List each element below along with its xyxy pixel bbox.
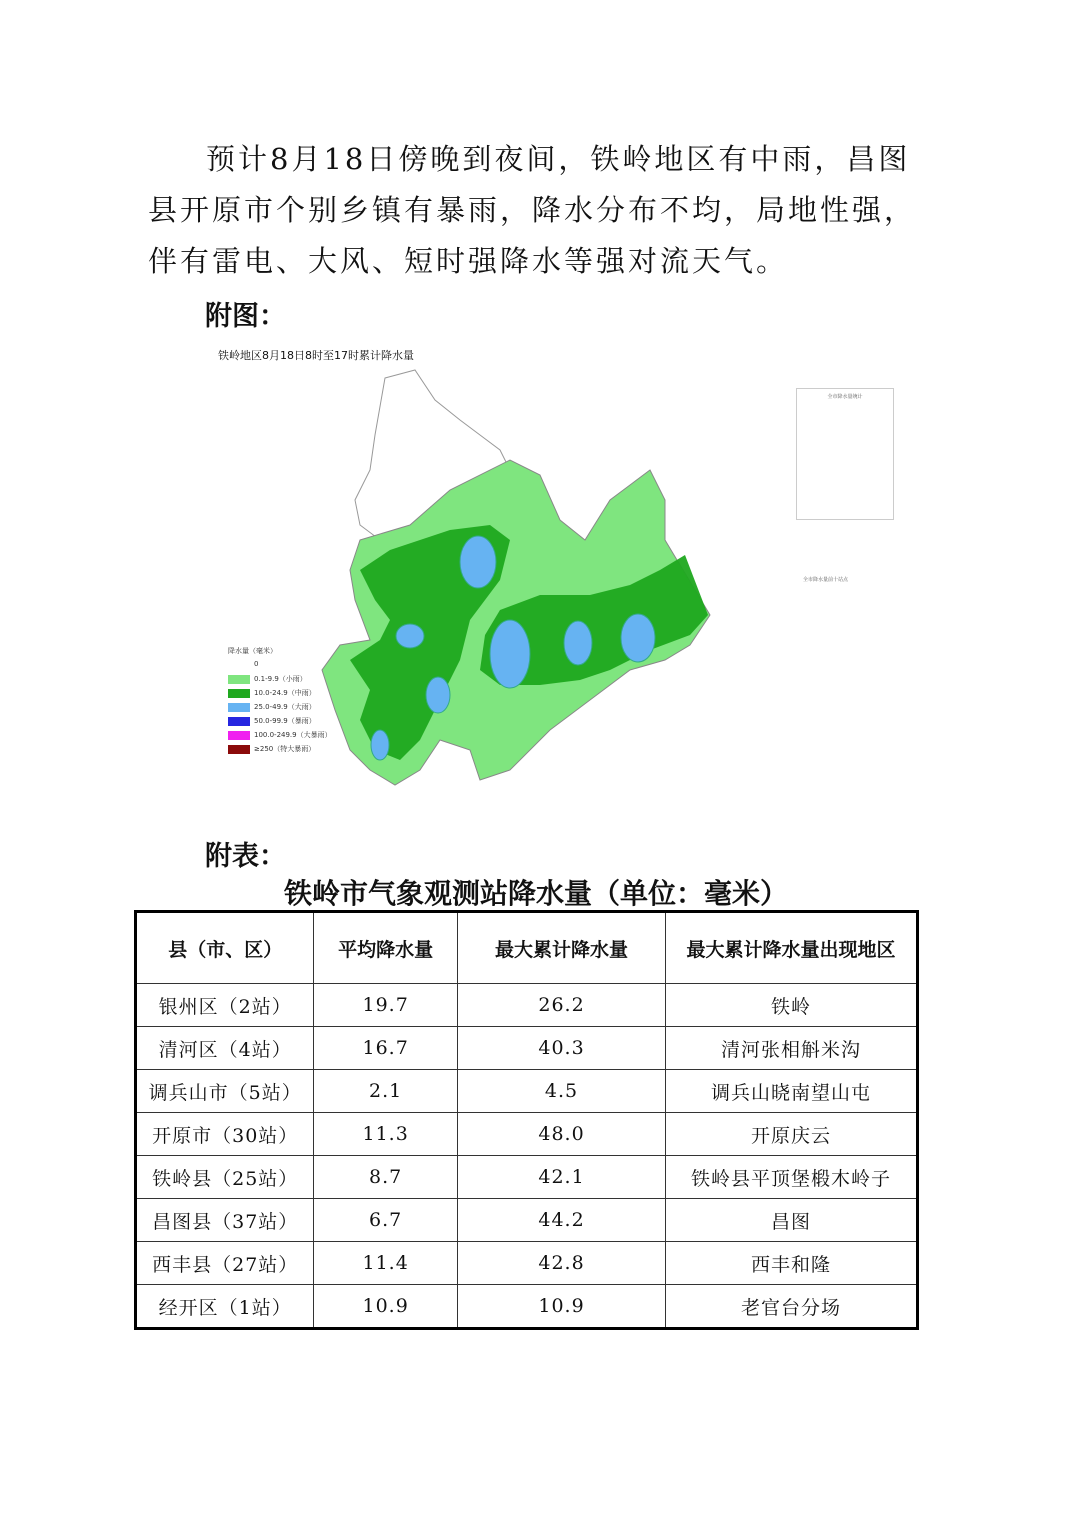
legend-label: 100.0-249.9（大暴雨） bbox=[254, 731, 332, 739]
cell-max: 10.9 bbox=[457, 1285, 665, 1329]
legend-row bbox=[228, 728, 332, 742]
rainfall-table bbox=[134, 910, 919, 1330]
table-row bbox=[136, 1113, 918, 1156]
header-county: 县（市、区） bbox=[136, 912, 314, 984]
legend-swatch bbox=[228, 675, 250, 684]
cell-county: 经开区（1站） bbox=[136, 1285, 314, 1329]
forecast-text: 预计8月18日傍晚到夜间，铁岭地区有中雨，昌图县开原市个别乡镇有暴雨，降水分布不均，局地性强，伴有雷电、大风、短时强降水等强对流天气。 bbox=[148, 142, 917, 278]
legend-row bbox=[228, 672, 332, 686]
map-heavy-rain-west1 bbox=[396, 624, 424, 648]
cell-average: 8.7 bbox=[314, 1156, 458, 1199]
header-max: 最大累计降水量 bbox=[457, 912, 665, 984]
map-heavy-rain-north bbox=[460, 536, 496, 588]
table-label: 附表： bbox=[205, 841, 286, 872]
cell-average: 11.4 bbox=[314, 1242, 458, 1285]
map-heavy-rain-west2 bbox=[426, 677, 450, 713]
table-row bbox=[136, 1242, 918, 1285]
legend-title: 降水量（毫米） bbox=[228, 647, 277, 655]
forecast-paragraph bbox=[148, 134, 918, 287]
cell-max: 42.8 bbox=[457, 1242, 665, 1285]
table-row bbox=[136, 1199, 918, 1242]
table-row bbox=[136, 1285, 918, 1329]
legend-swatch bbox=[228, 731, 250, 740]
map-title: 铁岭地区8月18日8时至17时累计降水量 bbox=[218, 349, 414, 362]
cell-max: 48.0 bbox=[457, 1113, 665, 1156]
legend-swatch bbox=[228, 689, 250, 698]
legend-label: 50.0-99.9（暴雨） bbox=[254, 717, 316, 725]
map-legend bbox=[228, 646, 332, 756]
cell-location: 清河张相斛米沟 bbox=[666, 1027, 918, 1070]
legend-row bbox=[228, 700, 332, 714]
cell-average: 11.3 bbox=[314, 1113, 458, 1156]
legend-swatch bbox=[228, 717, 250, 726]
cell-county: 铁岭县（25站） bbox=[136, 1156, 314, 1199]
cell-max: 4.5 bbox=[457, 1070, 665, 1113]
cell-average: 16.7 bbox=[314, 1027, 458, 1070]
legend-row bbox=[228, 686, 332, 700]
cell-average: 2.1 bbox=[314, 1070, 458, 1113]
rainfall-map-figure bbox=[210, 340, 910, 795]
table-header-row bbox=[136, 912, 918, 984]
cell-county: 清河区（4站） bbox=[136, 1027, 314, 1070]
map-heavy-rain-center bbox=[490, 620, 530, 688]
cell-average: 10.9 bbox=[314, 1285, 458, 1329]
cell-location: 调兵山晓南望山屯 bbox=[666, 1070, 918, 1113]
legend-swatch bbox=[228, 703, 250, 712]
cell-location: 铁岭 bbox=[666, 984, 918, 1027]
cell-county: 西丰县（27站） bbox=[136, 1242, 314, 1285]
figure-label: 附图： bbox=[205, 301, 286, 332]
cell-location: 昌图 bbox=[666, 1199, 918, 1242]
table-row bbox=[136, 1070, 918, 1113]
cell-average: 19.7 bbox=[314, 984, 458, 1027]
stat-box bbox=[796, 388, 894, 520]
cell-county: 调兵山市（5站） bbox=[136, 1070, 314, 1113]
cell-average: 6.7 bbox=[314, 1199, 458, 1242]
map-heavy-rain-east1 bbox=[564, 621, 592, 665]
cell-max: 26.2 bbox=[457, 984, 665, 1027]
cell-max: 42.1 bbox=[457, 1156, 665, 1199]
table-row bbox=[136, 984, 918, 1027]
map-heavy-rain-sw bbox=[371, 730, 389, 760]
legend-label: 0.1-9.9（小雨） bbox=[254, 675, 307, 683]
legend-label: 25.0-49.9（大雨） bbox=[254, 703, 316, 711]
rank-title: 全市降水量前十站点 bbox=[802, 577, 848, 583]
table-title: 铁岭市气象观测站降水量（单位：毫米） bbox=[283, 877, 788, 910]
rank-table bbox=[753, 576, 898, 589]
cell-location: 西丰和隆 bbox=[666, 1242, 918, 1285]
legend-label: ≥250（特大暴雨） bbox=[254, 745, 316, 753]
cell-location: 开原庆云 bbox=[666, 1113, 918, 1156]
cell-location: 老官台分场 bbox=[666, 1285, 918, 1329]
cell-location: 铁岭县平顶堡椴木岭子 bbox=[666, 1156, 918, 1199]
cell-max: 40.3 bbox=[457, 1027, 665, 1070]
header-location: 最大累计降水量出现地区 bbox=[666, 912, 918, 984]
legend-row bbox=[228, 742, 332, 756]
table-row bbox=[136, 1156, 918, 1199]
cell-county: 开原市（30站） bbox=[136, 1113, 314, 1156]
legend-row bbox=[228, 714, 332, 728]
cell-county: 昌图县（37站） bbox=[136, 1199, 314, 1242]
cell-county: 银州区（2站） bbox=[136, 984, 314, 1027]
legend-label: 10.0-24.9（中雨） bbox=[254, 689, 316, 697]
stat-box-title: 全市降水量统计 bbox=[827, 394, 863, 400]
legend-swatch bbox=[228, 745, 250, 754]
cell-max: 44.2 bbox=[457, 1199, 665, 1242]
header-average: 平均降水量 bbox=[314, 912, 458, 984]
map-heavy-rain-east2 bbox=[621, 614, 655, 662]
table-row bbox=[136, 1027, 918, 1070]
legend-zero: 0 bbox=[254, 660, 259, 668]
